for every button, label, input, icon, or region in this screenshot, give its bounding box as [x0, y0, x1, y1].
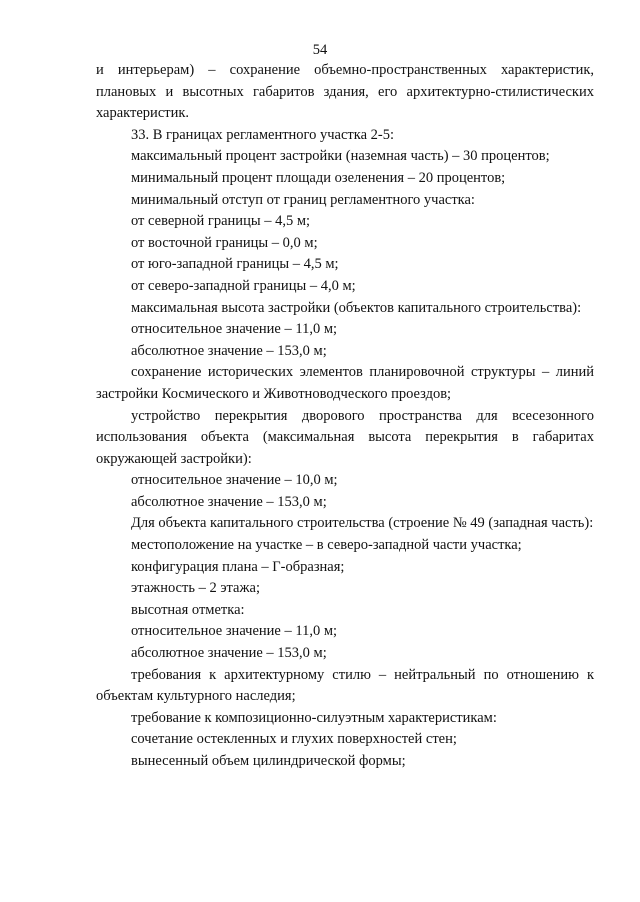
paragraph: абсолютное значение – 153,0 м;: [131, 342, 327, 359]
paragraph: конфигурация плана – Г-образная;: [131, 558, 345, 575]
paragraph: требование к композиционно-силуэтным характеристикам:: [131, 709, 497, 726]
paragraph: абсолютное значение – 153,0 м;: [131, 493, 327, 510]
paragraph: сочетание остекленных и глухих поверхностей стен;: [131, 731, 457, 748]
page-number: 54: [312, 42, 328, 58]
paragraph: максимальная высота застройки (объектов капитального строительства):: [131, 299, 582, 316]
paragraph: местоположение на участке – в северо-западной части участка;: [131, 537, 522, 554]
paragraph-continuation: и интерьерам) – сохранение объемно-пространственных характеристик, плановых и высотных габаритов здания, его архитектурно-стилистических характеристик.: [96, 62, 594, 122]
paragraph: высотная отметка:: [131, 601, 245, 618]
paragraph: относительное значение – 10,0 м;: [131, 472, 338, 489]
paragraph: от северо-западной границы – 4,0 м;: [131, 277, 356, 294]
paragraph: абсолютное значение – 153,0 м;: [131, 645, 327, 662]
paragraph: вынесенный объем цилиндрической формы;: [131, 753, 406, 769]
paragraph: относительное значение – 11,0 м;: [131, 623, 338, 640]
paragraph: минимальный отступ от границ регламентного участка:: [131, 191, 475, 208]
document-body: [96, 60, 594, 773]
paragraph: Для объекта капитального строительства (строение № 49 (западная часть):: [131, 515, 594, 532]
paragraph: максимальный процент застройки (наземная часть) – 30 процентов;: [131, 148, 550, 165]
paragraph: сохранение исторических элементов планировочной структуры – линий застройки Космического и Животноводческого проездов;: [96, 364, 594, 402]
paragraph: требования к архитектурному стилю – нейтральный по отношению к объектам культурного наследия;: [96, 666, 594, 705]
paragraph: минимальный процент площади озеленения – 20 процентов;: [131, 169, 506, 186]
paragraph: от северной границы – 4,5 м;: [131, 213, 311, 230]
paragraph: устройство перекрытия дворового пространства для всесезонного использования объекта (максимальная высота перекрытия в габаритах окружающей застройки):: [96, 407, 594, 467]
paragraph: этажность – 2 этажа;: [131, 580, 260, 597]
paragraph: от восточной границы – 0,0 м;: [131, 234, 318, 251]
paragraph: от юго-западной границы – 4,5 м;: [131, 256, 339, 273]
paragraph: относительное значение – 11,0 м;: [131, 321, 338, 338]
paragraph-section-heading: 33. В границах регламентного участка 2-5:: [131, 126, 395, 143]
